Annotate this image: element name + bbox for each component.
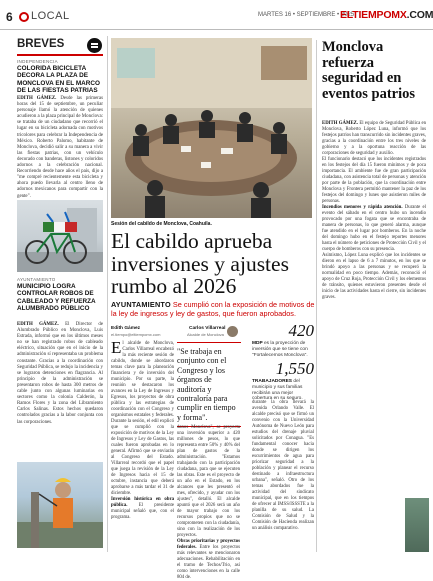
- worker-illustration-icon: [17, 462, 103, 548]
- column-a-tail: El presidente municipal señaló que, con el programa.: [111, 503, 174, 520]
- brand-name: ELTIEMPOMX: [340, 9, 407, 21]
- page-header: [0, 0, 433, 30]
- official-avatar: [227, 326, 238, 337]
- column-divider: [107, 36, 108, 552]
- security-author: EDITH GÁMEZ.: [322, 121, 359, 126]
- article-column-a: [111, 338, 174, 521]
- security-body-4: Asimismo, López Luna explicó que los incidentes se dieron en el lapso de 6 a 7 minutos, en los que se brindó apoyo a las personas y se recuperó la normalidad en poco tiempo. Además, reconoció el apoyo de Cruz Roja, Protección Civil y los elementos de tránsito, quienes estuvieron presentes desde el inicio de las actividades hasta el cierre, sin incidentes graves.: [322, 253, 426, 300]
- brief-kicker: INDEPENDENCIA: [17, 59, 58, 64]
- drop-cap: E: [111, 338, 122, 357]
- brief-author-2: EDITH GÁMEZ.: [17, 322, 59, 327]
- cabildo-session-photo: [111, 38, 312, 218]
- brief-headline-2[interactable]: MUNICIPIO LOGRA CONTROLAR ROBOS DE CABLEADO Y REFUERZA ALUMBRADO PÚBLICO: [17, 283, 96, 313]
- quoted-official-name: Carlos Villarreal: [189, 326, 226, 331]
- security-headline[interactable]: Monclova refuerza seguridad en eventos patrios: [322, 39, 416, 102]
- section-name: LOCAL: [31, 10, 70, 22]
- author-email[interactable]: el.tiempo@eltiempomx.com: [111, 332, 161, 337]
- stat-investment-desc: es la proyección de inversión que se tiene con "Fortalecemos Monclova".: [252, 341, 308, 358]
- article-column-b: [177, 425, 240, 581]
- subhead-text: Se cumplió con la exposición de motivos de la ley de ingresos y ley de gastos, que fueron aprobados.: [111, 300, 315, 318]
- bicycle-photo: [17, 200, 103, 272]
- column-b-text: danos Monclova", se proyecta una inversión superior a 420 millones de pesos, lo que representa entre 50% y 40% del plan de gastos de la administración. "Estamos trabajando con la participación ciudadana, para que se ejecuten las obras. Este es el proyecto de un año en el Estado, en los alcances que les presentó el mes, ofrecido, y ayudar con los ajustes", detalló. El alcalde apuntó que el 2026 será un año de mayor trabajo con los recursos propios que no se comprometen con la ciudadanía, sino con la realización de los proyectos.: [177, 425, 240, 538]
- brief-headline[interactable]: COLORIDA BICICLETA DECORA LA PLAZA DE MONCLOVA EN EL MARCO DE LAS FIESTAS PATRIAS: [17, 65, 100, 95]
- issue-date: MARTES 16 • SEPTIEMBRE • 2025: [258, 12, 355, 18]
- page-number: 6: [6, 10, 13, 24]
- brief-kicker-2: AYUNTAMIENTO: [17, 277, 56, 282]
- column-a-subhead: Inversión histórica en obra pública.: [111, 497, 174, 508]
- brief-author: EDITH GÁMEZ.: [17, 96, 57, 101]
- menu-circle-icon: [87, 38, 102, 53]
- section-circle-icon: [19, 12, 29, 22]
- brand-logo[interactable]: [340, 9, 433, 21]
- worker-photo: [17, 462, 103, 548]
- article-column-c: durante la obra llevará la avenida Orlando Valle. El alcalde precisó que se firmó un convenio con la Universidad Autónoma de Nuevo León para estudios del drenaje pluvial solicitados por Conagua. "Es fundamental conocer hacia donde se dirigen los escurrimientos de agua para priorizar seguridad a la población y planear el recurso destinado a infraestructura urbana", señaló. Otro de los temas abordados fue la actividad del sindicato municipal, que en los tiempos de ofrecer al IMSS/ISSSTE a la planilla de su salud. La Comisión de Salud y la Comisión de Hacienda realizan un análisis comparativo.: [252, 400, 314, 531]
- column-divider-2: [316, 40, 317, 552]
- breves-title: BREVES: [17, 38, 65, 50]
- stat-investment-lead: MDP: [252, 341, 263, 346]
- column-a-text: l alcalde de Monclova, Carlos Villarreal encabezó la más reciente sesión de cabildo, donde se abordaron temas clave para la planeación financiera y de inversión del municipio. Por su parte, la reunión se destacaron los avances en la Ley de Ingresos y Egresos, los proyectos de obra pública y las estrategias de coordinación con el Congreso y organismos estatales y federales. Durante la sesión, el edil explicó que se cumplió con la exposición de motivos de la Ley de Ingresos y Ley de Gastos, las cuales fueron aprobadas en lo general. Afirmó que se enviarán al Congreso del Estado. Villarreal recordó que el papel que juega la revisión de la Ley de Ingresos hacia el 15 de octubre, instancia que deberá aprobarse a más tardar el 31 de diciembre.: [111, 341, 174, 496]
- stat-workers-number: 1,550: [275, 359, 314, 378]
- brand-tld: .COM: [406, 9, 433, 21]
- stat-workers-text: [252, 379, 314, 402]
- subhead-lead: AYUNTAMIENTO: [111, 300, 171, 309]
- security-body-2: El funcionario destacó que los incidentes registrados en los festejos del día 15 fueron mínimos y de poca importancia. El ambiente fue de gran participación ciudadana, con asistencia total de personas y atención por parte de la población, que la coordinación entre Monclova y Frontera permitió mantener la paz de los festejos del domingo y lunes que asistieron miles de personas.: [322, 157, 426, 204]
- breves-header: [17, 36, 103, 56]
- pull-quote: "Se trabaja en conjunto con el Congreso y los órganos de auditoría y contraloría para cumplir en tiempo y forma".: [177, 342, 241, 427]
- stat-investment-text: [252, 341, 314, 358]
- column-b-tail: Entre los proyectos más relevantes se mencionaron adecuaciones. Rehabilitación en el tramo de Techos/Trio, así como intervenciones en la calle 804 de.: [177, 545, 240, 580]
- brief-text: Desde las primeras horas del 15 de septiembre, un peculiar personaje llamó la atención de quienes acudieron a la plaza principal de Monclova: se trataba de un ciudadano que recorrió el lugar en su bicicleta adornada con motivos tricolores para celebrar la Independencia de México. Roberto Palomo, habitante de Monclova, decidió salir a su manera a vivir las fiestas patrias, con un vehículo decorado con banderas, listones y coloridos adornos a la celebración nacional. Recorriendo desde hace años el país, dijo a "me compré recientemente esta bicicleta y ahora puedo llevarla al centro lleno de adornos mexicanos para compartir con la gente".: [17, 96, 103, 199]
- stat-investment-number: 420: [288, 321, 314, 340]
- brief-body: [17, 96, 103, 200]
- security-body-1: El equipo de Seguridad Pública en Monclova, Roberto López Luna, informó que los festejos patrios han transcurrido sin incidentes graves, gracias a la coordinación entre los tres niveles de gobierno y a la oportuna reacción de las corporaciones de seguridad y auxilio.: [322, 121, 427, 156]
- main-subhead: [111, 300, 315, 318]
- security-article: [322, 121, 426, 301]
- security-photo: [405, 498, 429, 552]
- photo-caption: [111, 221, 212, 227]
- main-headline[interactable]: El cabildo aprueba inversiones y ajustes rumbo al 2026: [111, 229, 289, 298]
- brief-body-2: [17, 322, 103, 426]
- stat-workers-desc: del municipio y sus familias recibirán una mejor cobertura en su seguro.: [252, 379, 303, 402]
- bicycle-illustration-icon: [17, 200, 103, 272]
- stat-workers-lead: TRABAJADORES: [252, 379, 292, 384]
- author-name: Edith Gámez: [111, 326, 141, 331]
- security-body-3: Durante el evento del sábado en el centro hubo un incendio provocado por una fogata que se encontraba de manera de personas, lo que generó alarma, aunque fue atendido en el lugar por bomberos. En la noche del domingo hubo en el festejo reportes menores hasta el número de peticiones de Protección Civil y el cuerpo de bomberos con su presencia.: [322, 205, 427, 252]
- brief-text-2: El Director de Alumbrado Público en Monclova, Luis Estrada, informó que en los últimos meses no se han registrado robos de cableado eléctrico, situación que en el inicio de la administración sí representaba un problema constante. Gracias a la coordinación con Seguridad Pública, se redujo la incidencia y se lograron detenciones en flagrancia. Al principio de la administración se presentaron robos de hasta 300 metros de cable junto con algunas luminarias en sectores como la colonia Calderón, la Ramos Flores y la zona del Libramiento Carlos Salinas. Estos hechos quedaron controlados gracias a la labor conjunta con las corporaciones.: [17, 322, 103, 425]
- security-subhead: Incendios menores y rápida atención.: [322, 205, 403, 210]
- council-meeting-illustration-icon: [111, 38, 312, 218]
- quoted-official-role: Alcalde de Monclova: [187, 332, 224, 337]
- stat-investment: [252, 322, 314, 358]
- stat-workers: [252, 360, 314, 402]
- caption-text: Sesión del cabildo de Monclova, Coahuila.: [111, 221, 212, 227]
- column-b-subhead: Obras prioritarias y proyectos federales.: [177, 539, 240, 550]
